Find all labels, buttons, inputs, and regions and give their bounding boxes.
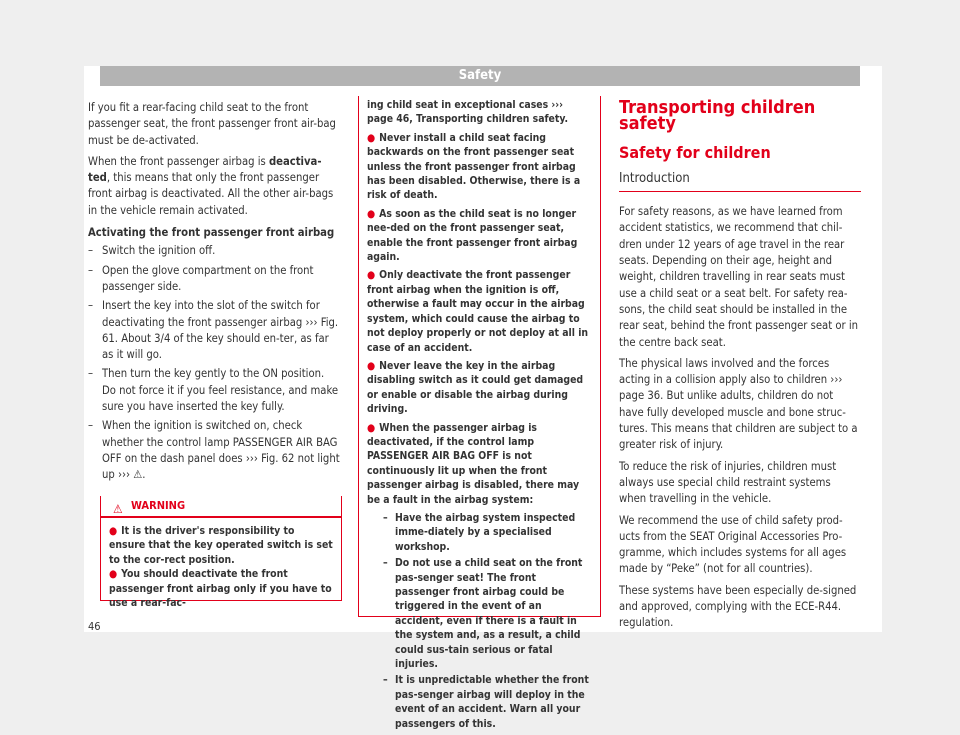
paragraph: We recommend the use of child safety prod-ucts from the SEAT Original Accessories Pro-gramme, which includes systems for all ages made by “Peke” (not for all countries).	[619, 513, 847, 576]
subheading: Activating the front passenger front airbag	[88, 226, 335, 240]
section-title: Transporting children safety	[619, 97, 816, 135]
warning-text: Never install a child seat facing backwards on the front passenger seat unless the front passenger front airbag has been disabled. Otherwise, there is a risk of death.	[367, 131, 581, 202]
warning-body	[101, 518, 341, 616]
warning-subitem: – Do not use a child seat on the front pas-senger seat! The front passenger front airbag could be triggered in the event of an accident, even if there is a fault in the system and, as a result, a child could sus-tain serious or fatal injuries.	[383, 556, 592, 671]
page-header: Safety	[100, 66, 860, 86]
column-1	[88, 100, 340, 487]
list-item: – When the ignition is switched on, check whether the control lamp PASSENGER AIR BAG OFF on the dash panel does ››› Fig. 62 not light up ››› ⚠.	[88, 418, 340, 483]
warning-text: Only deactivate the front passenger front airbag when the ignition is off, otherwise a fault may occur in the airbag system, which could cause the airbag to not deploy properly or not deploy at all in case of an accident.	[367, 269, 589, 354]
warning-subitem: – Have the airbag system inspected imme-diately by a specialised workshop.	[383, 511, 592, 554]
warning-box-continued	[358, 96, 601, 730]
paragraph: To reduce the risk of injuries, children must always use special child restraint systems when travelling in the vehicle.	[619, 459, 837, 506]
warning-text: Never leave the key in the airbag disabling switch as it could get damaged or enable or disable the airbag during driving.	[367, 359, 584, 416]
warning-item: ● Never install a child seat facing backwards on the front passenger seat unless the front passenger front airbag has been disabled. Otherwise, there is a risk of death.	[367, 131, 581, 202]
warning-item: ● Never leave the key in the airbag disabling switch as it could get damaged or enable or disable the airbag during driving.	[367, 359, 584, 416]
warning-sublist	[367, 511, 592, 731]
list-item: – Open the glove compartment on the front passenger side.	[88, 263, 340, 296]
warning-text: It is the driver's responsibility to ensure that the key operated switch is set to the cor-rect position.	[109, 525, 333, 566]
warning-header	[101, 496, 341, 518]
warning-subitem: – It is unpredictable whether the front pas-senger airbag will deploy in the event of an accident. Warn all your passengers of this.	[383, 673, 592, 731]
warning-item: ● When the passenger airbag is deactivated, if the control lamp PASSENGER AIR BAG OFF is not continuously lit up when the front passenger airbag is disabled, there may be a fault in the airbag system:	[367, 421, 580, 506]
paragraph	[88, 154, 340, 219]
section-heading: Introduction	[619, 171, 861, 192]
steps-list	[88, 243, 340, 483]
warning-item: ● You should deactivate the front passenger front airbag only if you have to use a rear-fac-	[109, 568, 332, 610]
text: , this means that only the front passenger front airbag is deactivated. All the other air-bags in the vehicle remain activated.	[88, 171, 334, 217]
section-subtitle: Safety for children	[619, 142, 771, 162]
column-3	[619, 97, 861, 637]
warning-item: ● As soon as the child seat is no longer nee-ded on the front passenger seat, enable the front passenger front airbag again.	[367, 207, 578, 264]
list-item: – Switch the ignition off.	[88, 243, 340, 259]
paragraph: If you fit a rear-facing child seat to the front passenger seat, the front passenger front air-bag must be de-activated.	[88, 101, 336, 147]
warning-text: You should deactivate the front passenger front airbag only if you have to use a rear-fac-	[109, 568, 332, 610]
warning-box	[100, 496, 342, 610]
bold-term: deactiva-ted	[88, 154, 322, 185]
warning-item: ● Only deactivate the front passenger front airbag when the ignition is off, otherwise a fault may occur in the airbag system, which could cause the airbag to not deploy properly or not deploy at all in case of an accident.	[367, 269, 589, 354]
warning-text: When the passenger airbag is deactivated, if the control lamp PASSENGER AIR BAG OFF is not continuously lit up when the front passenger airbag is disabled, there may be a fault in the airbag system:	[367, 421, 580, 506]
warning-lead: ing child seat in exceptional cases ››› page 46, Transporting children safety.	[367, 99, 569, 126]
warning-body	[359, 96, 600, 735]
list-item: – Insert the key into the slot of the switch for deactivating the front passenger airbag ››› Fig. 61. About 3/4 of the key should en-ter, as far as it will go.	[88, 298, 340, 363]
paragraph: These systems have been especially de-signed and approved, complying with the ECE-R44. regulation.	[619, 583, 857, 630]
list-item: – Then turn the key gently to the ON position. Do not force it if you feel resistance, and make sure you have inserted the key fully.	[88, 366, 340, 415]
paragraph: The physical laws involved and the forces acting in a collision apply also to children ››› page 36. But unlike adults, children do not have fully developed muscle and bone struc-tures. This means that children are subject to a greater risk of injury.	[619, 356, 858, 452]
paragraph: For safety reasons, as we have learned from accident statistics, we recommend that chil-dren under 12 years of age travel in the rear seats. Depending on their age, height and weight, children travelling in rear seats must use a child seat or a seat belt. For safety rea-sons, the child seat should be installed in the rear seat, behind the front passenger seat or in the centre back seat.	[619, 205, 859, 349]
warning-text: As soon as the child seat is no longer nee-ded on the front passenger seat, enable the front passenger front airbag again.	[367, 207, 578, 264]
warning-item: ● It is the driver's responsibility to ensure that the key operated switch is set to the cor-rect position.	[109, 525, 333, 566]
page-number: 46	[88, 620, 101, 633]
text: When the front passenger airbag is	[88, 154, 269, 168]
warning-triangle-icon: ⚠	[113, 502, 123, 516]
warning-title: WARNING	[131, 499, 186, 512]
